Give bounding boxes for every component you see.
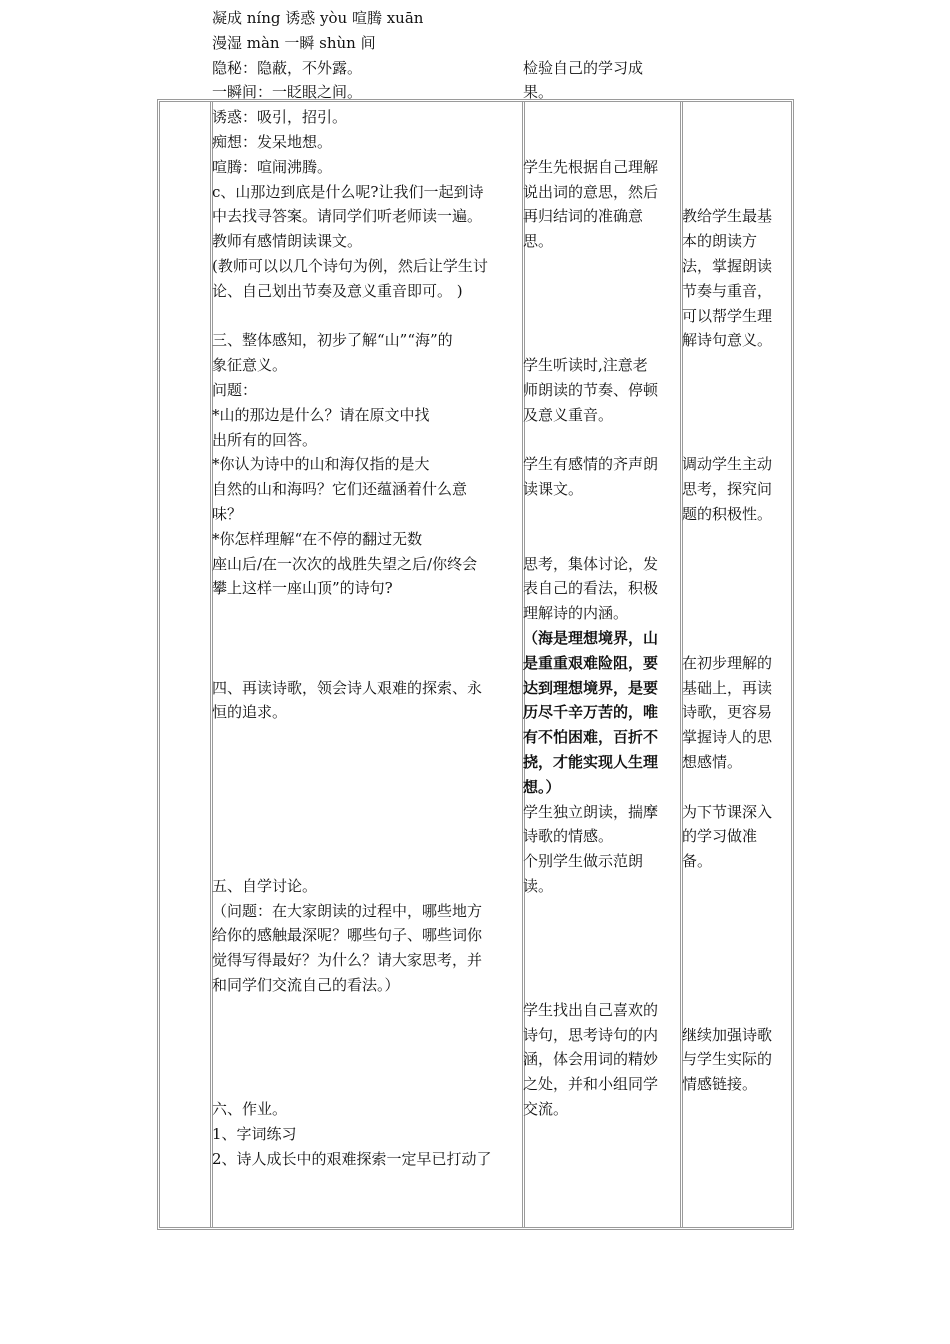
text-line: 为下节课深入 bbox=[682, 802, 773, 821]
text-line: 给你的感触最深呢？哪些句子、哪些词你 bbox=[212, 926, 483, 945]
text-line: 学生有感情的齐声朗 bbox=[523, 455, 659, 474]
text-line: 诱惑：吸引，招引。 bbox=[212, 108, 348, 127]
text-line: 恒的追求。 bbox=[212, 703, 288, 722]
text-line bbox=[523, 279, 679, 304]
text-line bbox=[212, 651, 520, 676]
text-line: 继续加强诗歌 bbox=[682, 1025, 773, 1044]
text-line: 1、字词练习 bbox=[212, 1124, 297, 1143]
text-line bbox=[682, 6, 790, 31]
text-line bbox=[682, 899, 790, 924]
text-line bbox=[682, 378, 790, 403]
text-line: 达到理想境界，是要 bbox=[523, 678, 659, 697]
student-activity-column bbox=[523, 6, 679, 1122]
text-line: 象征意义。 bbox=[212, 356, 288, 375]
text-line bbox=[212, 725, 520, 750]
text-line: 问题： bbox=[212, 380, 258, 399]
text-line: 和同学们交流自己的看法。） bbox=[212, 976, 400, 995]
text-line: 是重重艰难险阻，要 bbox=[523, 653, 659, 672]
text-line: 再归结词的准确意 bbox=[523, 207, 644, 226]
teaching-content-column bbox=[212, 6, 520, 1171]
text-line bbox=[682, 923, 790, 948]
text-line bbox=[682, 80, 790, 105]
text-line: *你怎样理解“在不停的翻过无数 bbox=[212, 529, 423, 548]
text-line bbox=[212, 800, 520, 825]
text-line: 学生找出自己喜欢的 bbox=[523, 1000, 659, 1019]
text-line: 理解诗的内涵。 bbox=[523, 604, 629, 623]
text-line: 果。 bbox=[523, 83, 554, 102]
text-line bbox=[523, 527, 679, 552]
text-line bbox=[212, 750, 520, 775]
text-line: 涵，体会用词的精妙 bbox=[523, 1050, 659, 1069]
text-line bbox=[212, 998, 520, 1023]
text-line bbox=[682, 775, 790, 800]
text-line: 备。 bbox=[682, 852, 713, 871]
text-line: 师朗读的节奏、停顿 bbox=[523, 380, 659, 399]
text-line: 读。 bbox=[523, 876, 554, 895]
text-line bbox=[682, 874, 790, 899]
text-line bbox=[523, 899, 679, 924]
text-line: 可以帮学生理 bbox=[682, 306, 773, 325]
text-line: 调动学生主动 bbox=[682, 455, 773, 474]
text-line: 觉得写得最好？为什么？请大家思考，并 bbox=[212, 951, 483, 970]
text-line: 痴想：发呆地想。 bbox=[212, 132, 333, 151]
text-line: 一瞬间：一眨眼之间。 bbox=[212, 83, 363, 102]
text-line: 有不怕困难，百折不 bbox=[523, 728, 659, 747]
text-line: 教给学生最基 bbox=[682, 207, 773, 226]
text-line bbox=[212, 601, 520, 626]
text-line: *山的那边是什么？请在原文中找 bbox=[212, 405, 430, 424]
text-line bbox=[212, 1047, 520, 1072]
text-line bbox=[212, 849, 520, 874]
text-line: 论、自己划出节奏及意义重音即可。 ) bbox=[212, 281, 463, 300]
text-line: 诗句，思考诗句的内 bbox=[523, 1025, 659, 1044]
text-line: 在初步理解的 bbox=[682, 653, 773, 672]
text-line bbox=[682, 403, 790, 428]
text-line: 2、诗人成长中的艰难探索一定早已打动了 bbox=[212, 1149, 492, 1168]
text-line bbox=[523, 6, 679, 31]
text-line bbox=[682, 601, 790, 626]
text-line bbox=[212, 824, 520, 849]
text-line: 的学习做准 bbox=[682, 827, 758, 846]
text-line bbox=[682, 56, 790, 81]
text-line bbox=[212, 1023, 520, 1048]
text-line bbox=[682, 527, 790, 552]
text-line: 思考，集体讨论，发 bbox=[523, 554, 659, 573]
text-line bbox=[523, 948, 679, 973]
text-line: 自然的山和海吗？它们还蕴涵着什么意 bbox=[212, 480, 468, 499]
text-line: (教师可以以几个诗句为例，然后让学生讨 bbox=[212, 256, 488, 275]
text-line: 教师有感情朗读课文。 bbox=[212, 232, 363, 251]
text-line bbox=[682, 155, 790, 180]
text-line bbox=[523, 105, 679, 130]
design-intent-column bbox=[682, 6, 790, 1097]
text-line: 漫湿 màn 一瞬 shùn 间 bbox=[212, 33, 376, 52]
text-line bbox=[682, 552, 790, 577]
text-line bbox=[682, 180, 790, 205]
text-line: 解诗句意义。 bbox=[682, 331, 773, 350]
text-line bbox=[523, 502, 679, 527]
text-line bbox=[212, 1072, 520, 1097]
text-line bbox=[682, 948, 790, 973]
text-line: 三、整体感知，初步了解“山”“海”的 bbox=[212, 331, 453, 350]
text-line bbox=[682, 973, 790, 998]
text-line: 挠，才能实现人生理 bbox=[523, 752, 659, 771]
text-line: 交流。 bbox=[523, 1100, 569, 1119]
text-line: 本的朗读方 bbox=[682, 232, 758, 251]
text-line: 个别学生做示范朗 bbox=[523, 852, 644, 871]
text-line bbox=[682, 626, 790, 651]
text-line: 情感链接。 bbox=[682, 1075, 758, 1094]
text-line bbox=[523, 254, 679, 279]
text-line: 题的积极性。 bbox=[682, 504, 773, 523]
text-line: 读课文。 bbox=[523, 480, 584, 499]
text-line: *你认为诗中的山和海仅指的是大 bbox=[212, 455, 430, 474]
text-line: 座山后/在一次次的战胜失望之后/你终会 bbox=[212, 554, 478, 573]
text-line bbox=[212, 775, 520, 800]
text-line bbox=[682, 31, 790, 56]
text-line: （问题：在大家朗读的过程中，哪些地方 bbox=[212, 901, 483, 920]
text-line: 学生先根据自己理解 bbox=[523, 157, 659, 176]
text-line: 六、作业。 bbox=[212, 1100, 288, 1119]
text-line bbox=[212, 626, 520, 651]
text-line bbox=[682, 428, 790, 453]
text-line: 学生听读时,注意老 bbox=[523, 356, 648, 375]
text-line: 表自己的看法，积极 bbox=[523, 579, 659, 598]
text-line bbox=[523, 31, 679, 56]
text-line: 掌握诗人的思 bbox=[682, 728, 773, 747]
text-line bbox=[682, 353, 790, 378]
text-line bbox=[523, 130, 679, 155]
text-line: 思考，探究问 bbox=[682, 480, 773, 499]
text-line: 五、自学讨论。 bbox=[212, 876, 318, 895]
text-line: 想。） bbox=[523, 777, 561, 796]
text-line: 思。 bbox=[523, 232, 554, 251]
text-line: 与学生实际的 bbox=[682, 1050, 773, 1069]
text-line: 攀上这样一座山顶”的诗句? bbox=[212, 579, 393, 598]
text-line: 基础上，再读 bbox=[682, 678, 773, 697]
text-line: （海是理想境界，山 bbox=[523, 628, 659, 647]
text-line bbox=[682, 576, 790, 601]
text-line: 中去找寻答案。请同学们听老师读一遍。 bbox=[212, 207, 483, 226]
text-line: 诗歌的情感。 bbox=[523, 827, 614, 846]
text-line: 想感情。 bbox=[682, 752, 743, 771]
text-line: 诗歌，更容易 bbox=[682, 703, 773, 722]
text-line bbox=[212, 304, 520, 329]
text-line bbox=[523, 328, 679, 353]
text-line: 检验自己的学习成 bbox=[523, 58, 644, 77]
text-line: 四、再读诗歌，领会诗人艰难的探索、永 bbox=[212, 678, 483, 697]
text-line: 味？ bbox=[212, 504, 243, 523]
text-line: 法，掌握朗读 bbox=[682, 256, 773, 275]
text-line bbox=[523, 923, 679, 948]
text-line: 学生独立朗读，揣摩 bbox=[523, 802, 659, 821]
text-line bbox=[523, 304, 679, 329]
text-line: 说出词的意思，然后 bbox=[523, 182, 659, 201]
text-line bbox=[523, 973, 679, 998]
text-line: 历尽千辛万苦的，唯 bbox=[523, 703, 659, 722]
text-line bbox=[523, 428, 679, 453]
text-line: 出所有的回答。 bbox=[212, 430, 318, 449]
text-line: c、山那边到底是什么呢?让我们一起到诗 bbox=[212, 182, 484, 201]
text-line: 节奏与重音， bbox=[682, 281, 773, 300]
text-line bbox=[682, 130, 790, 155]
text-line: 喧腾：喧闹沸腾。 bbox=[212, 157, 333, 176]
text-line: 凝成 níng 诱惑 yòu 喧腾 xuān bbox=[212, 9, 424, 27]
text-line bbox=[682, 105, 790, 130]
text-line: 隐秘：隐蔽，不外露。 bbox=[212, 58, 363, 77]
text-line: 之处，并和小组同学 bbox=[523, 1075, 659, 1094]
text-line bbox=[682, 998, 790, 1023]
text-line: 及意义重音。 bbox=[523, 405, 614, 424]
